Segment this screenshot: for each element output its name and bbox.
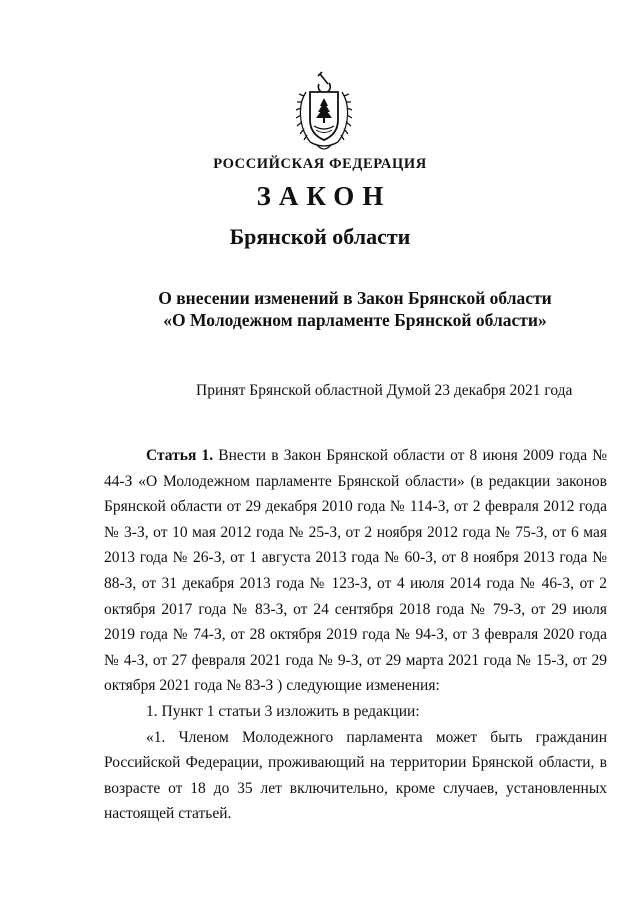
document-type-heading: ЗАКОН — [256, 181, 392, 211]
law-title-line-1: О внесении изменений в Закон Брянской области — [158, 288, 552, 308]
coat-of-arms-icon — [292, 70, 356, 154]
region-heading: Брянской области — [229, 224, 411, 249]
item-1-paragraph: 1. Пункт 1 статьи 3 изложить в редакции: — [146, 702, 420, 720]
law-title — [120, 287, 590, 331]
article-label: Статья 1. — [146, 447, 214, 464]
quoted-paragraph: «1. Членом Молодежного парламента может быть гражданин Российской Федерации, проживающий на территории Брянской области, в возрасте от 18 до 35 лет включительно, кроме случаев, установленных настоящей статьей. — [104, 728, 607, 823]
article-1-paragraph — [104, 443, 607, 699]
law-title-line-2: «О Молодежном парламенте Брянской области» — [163, 310, 547, 330]
adoption-note: Принят Брянской областной Думой 23 декабря 2021 года — [196, 382, 573, 399]
article-1-text: Внести в Закон Брянской области от 8 июня 2009 года № 44-З «О Молодежном парламенте Брянской области» (в редакции законов Брянской области от 29 декабря 2010 года № 114-З, от 2 февраля 2012 года № 3-З, от 10 мая 2012 года № 25-З, от 2 ноября 2012 года № 75-З, от 6 мая 2013 года № 26-З, от 1 августа 2013 года № 60-З, от 8 ноября 2013 года № 88-З, от 31 декабря 2013 года № 123-З, от 4 июля 2014 года № 46-З, от 2 октября 2017 года № 83-З, от 24 сентября 2018 года № 79-З, от 29 июля 2019 года № 74-З, от 28 октября 2019 года № 94-З, от 3 февраля 2020 года № 4-З, от 27 февраля 2021 года № 9-З, от 29 марта 2021 года № 15-З, от 29 октября 2021 года № 83-З ) следующие изменения: — [104, 447, 607, 695]
article-body — [104, 443, 607, 827]
federation-heading: РОССИЙСКАЯ ФЕДЕРАЦИЯ — [213, 156, 427, 172]
